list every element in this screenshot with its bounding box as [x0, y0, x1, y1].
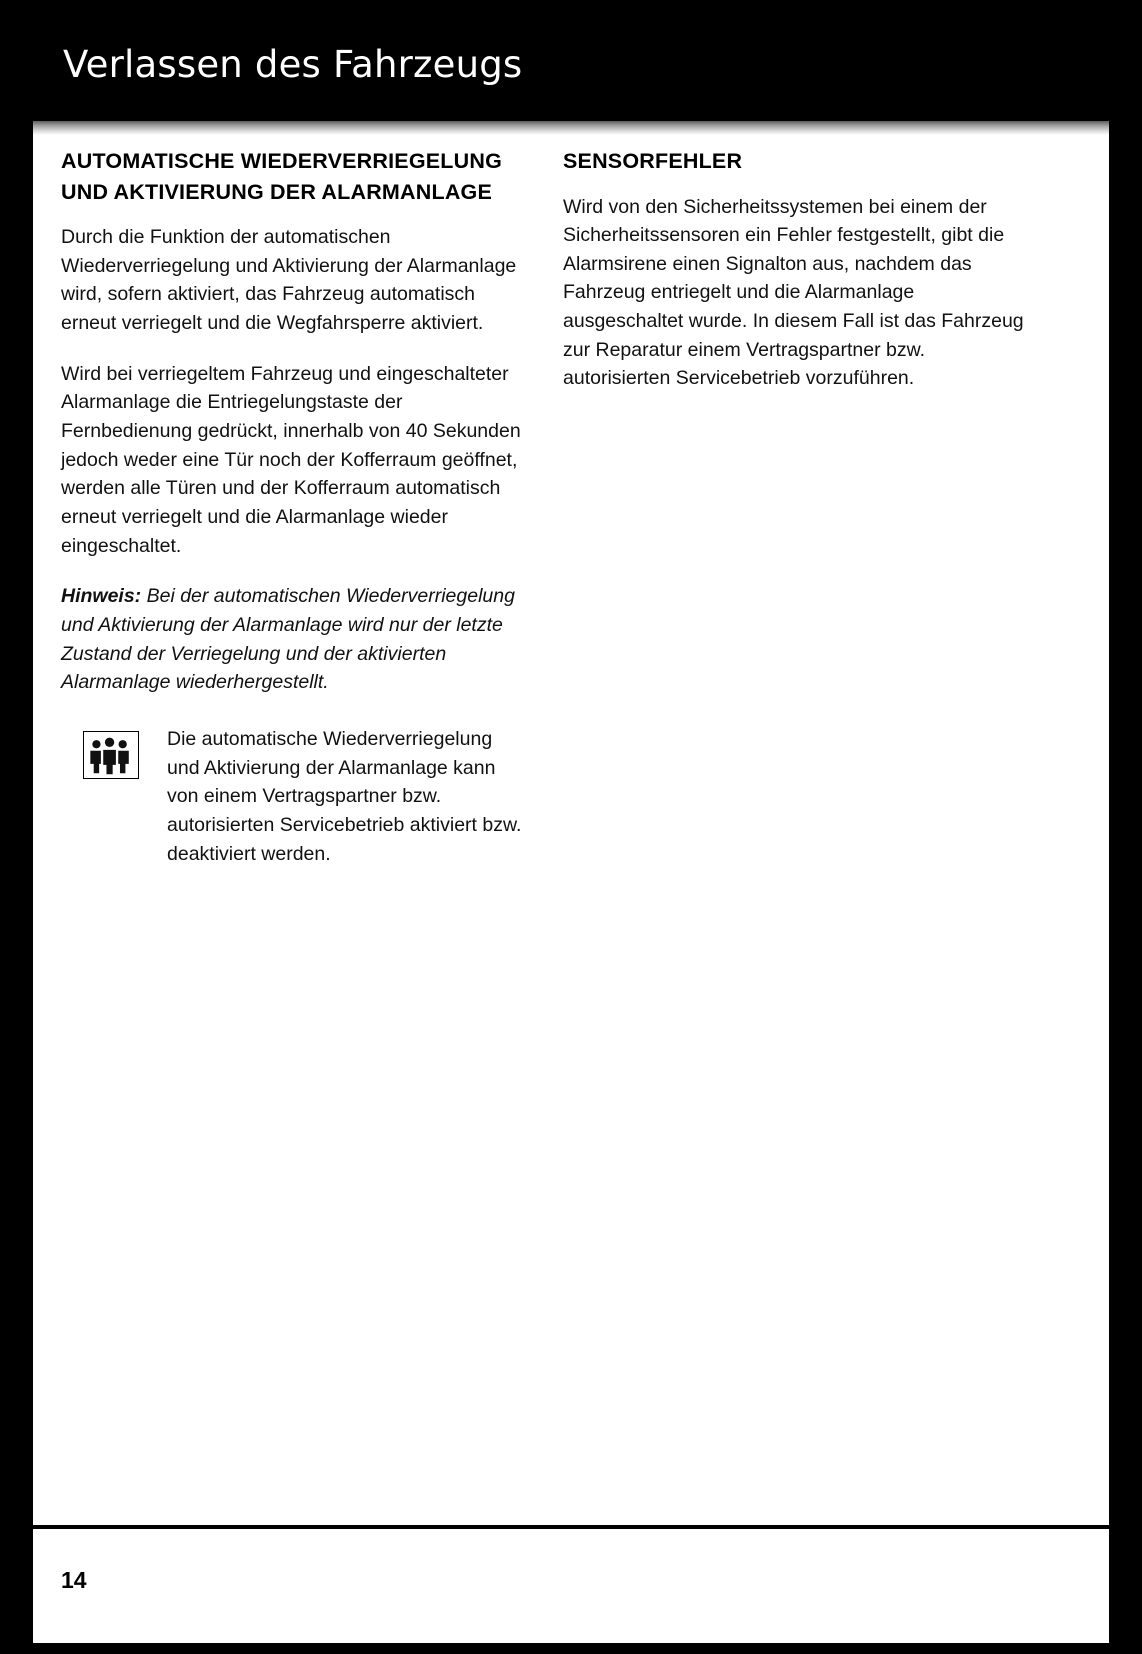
page-footer — [33, 1525, 1109, 1643]
section-title-sensor-error: SENSORFEHLER — [563, 149, 743, 173]
note-label: Hinweis: — [61, 585, 142, 608]
note-body: Bei der automatischen Wiederverriegelung und Aktivierung der Alarmanlage wird nur der letzte Zustand der Verriegelung und der aktivierten Alarmanlage wiederhergestellt. — [61, 585, 515, 694]
service-personnel-icon — [83, 731, 139, 779]
page-header — [33, 11, 1109, 121]
paragraph-auto-relock-1: Durch die Funktion der automatischen Wiederverriegelung und Aktivierung der Alarmanlage wird, sofern aktiviert, das Fahrzeug automatisch erneut verriegelt und die Wegfahrsperre aktiviert. — [61, 226, 517, 334]
page-number: 14 — [61, 1567, 87, 1593]
footer-divider — [33, 1525, 1109, 1529]
paragraph-auto-relock-2: Wird bei verriegeltem Fahrzeug und eingeschalteter Alarmanlage die Entriegelungstaste der Fernbedienung gedrückt, innerhalb von 40 Sekunden jedoch weder eine Tür noch der Kofferraum geöffnet, werden alle Türen und der Kofferraum automatisch erneut verriegelt und die Alarmanlage wieder eingeschaltet. — [61, 362, 521, 557]
paragraph-sensor-error-1: Wird von den Sicherheitssystemen bei einem der Sicherheitssensoren ein Fehler festgestellt, gibt die Alarmsirene einen Signalton aus, nachdem das Fahrzeug entriegelt und die Alarmanlage ausgeschaltet wurde. In diesem Fall ist das Fahrzeug zur Reparatur einem Vertragspartner bzw. autorisierten Servicebetrieb vorzuführen. — [563, 195, 1024, 390]
right-column — [563, 146, 1028, 415]
service-callout — [61, 725, 526, 868]
note-paragraph — [61, 582, 526, 697]
page-title: Verlassen des Fahrzeugs — [63, 43, 523, 86]
section-title-auto-relock: AUTOMATISCHE WIEDERVERRIEGELUNG UND AKTIVIERUNG DER ALARMANLAGE — [61, 149, 503, 204]
page-body — [33, 146, 1109, 1506]
service-callout-text: Die automatische Wiederverriegelung und Aktivierung der Alarmanlage kann von einem Vertragspartner bzw. autorisierten Servicebetrieb aktiviert bzw. deaktiviert werden. — [167, 727, 522, 865]
header-gradient-divider — [33, 121, 1109, 135]
left-column — [61, 146, 526, 868]
page-content-area — [33, 11, 1109, 1643]
